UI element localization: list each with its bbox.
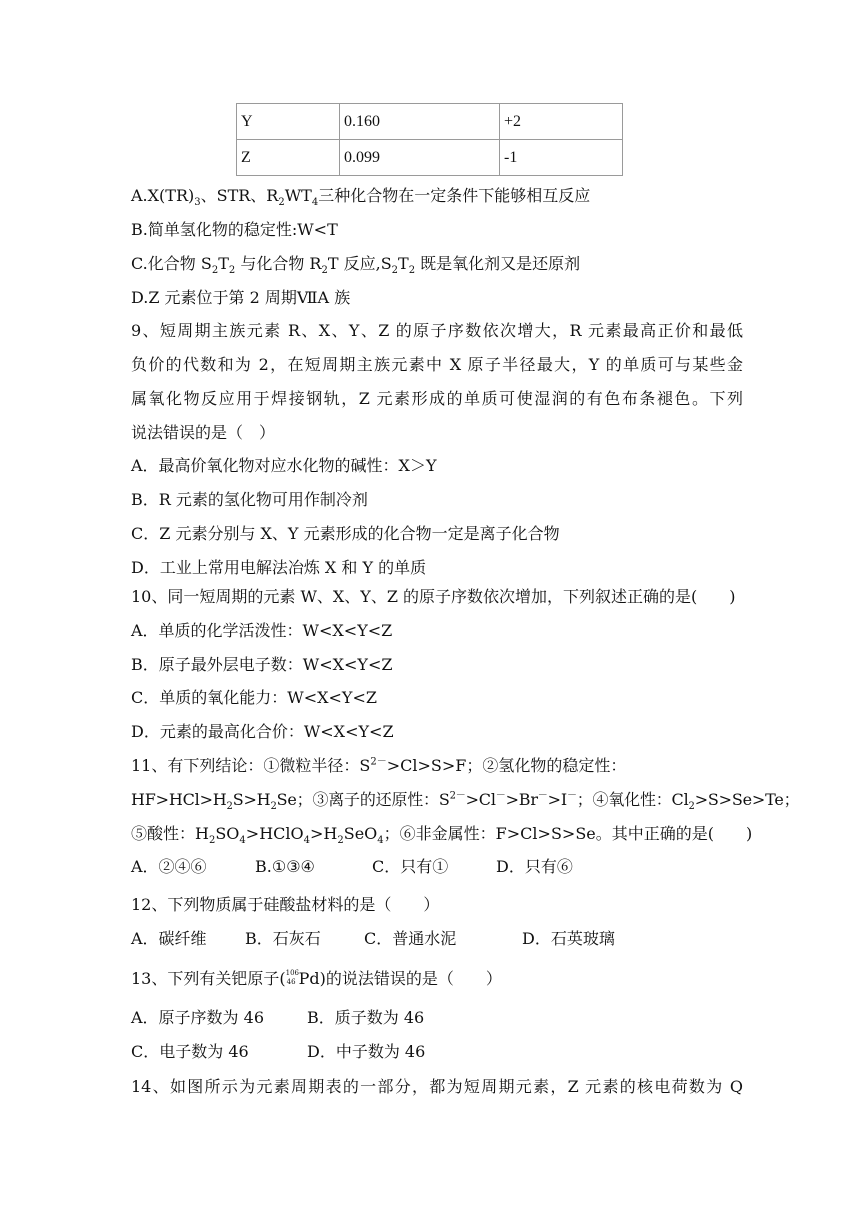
q8-option-a: $A.X(TR)_3$、STR、$R_2WT_4$三种化合物在一定条件下能够相互反应 — [131, 186, 591, 209]
q8-option-c: C.化合物 $S_2T_2$ 与化合物 $R_2T$ 反应$,S_2T_2$ 既是氧化剂又是还原剂 — [131, 254, 581, 277]
table-cell: 0.099 — [340, 140, 500, 176]
q8-option-d: D.Z 元素位于第 2 周期ⅦA 族 — [131, 288, 351, 307]
q13-option-d: D．中子数为 46 — [307, 1042, 426, 1061]
q9-option-c: C．Z 元素分别与 X、Y 元素形成的化合物一定是离子化合物 — [131, 524, 560, 543]
q12-option-a: A．碳纤维 — [131, 929, 207, 948]
q8-option-b: B.简单氢化物的稳定性:W<T — [131, 220, 338, 239]
table-cell: -1 — [500, 140, 623, 176]
q12-option-c: C．普通水泥 — [364, 929, 457, 948]
q9-stem-line: 9、短周期主族元素 R、X、Y、Z 的原子序数依次增大，R 元素最高正价和最低 — [131, 321, 743, 340]
q13-option-b: B．质子数为 46 — [307, 1008, 425, 1027]
q13-options-row — [131, 1041, 743, 1063]
q11-options — [131, 856, 743, 878]
q13-options-row — [131, 1007, 743, 1029]
q12-option-d: D．石英玻璃 — [522, 929, 615, 948]
q13-option-c: C．电子数为 46 — [131, 1042, 249, 1061]
table-cell: Y — [237, 104, 340, 140]
q12-option-b: B．石灰石 — [245, 929, 321, 948]
q11-option-a: A．②④⑥ — [131, 857, 207, 876]
q14-stem-line: 14、如图所示为元素周期表的一部分，都为短周期元素，Z 元素的核电荷数为 Q — [131, 1077, 743, 1096]
q12-stem: 12、下列物质属于硅酸盐材料的是（ ） — [131, 895, 440, 914]
q13-option-a: A．原子序数为 46 — [131, 1008, 265, 1027]
q13-stem: 13、下列有关钯原子( 106 46 Pd)的说法错误的是（ ） — [131, 969, 502, 988]
q11-option-d: D．只有⑥ — [496, 857, 573, 876]
q11-stem-line: 11、有下列结论：①微粒半径：$S^{2-}>Cl>S>F$；②氢化物的稳定性： — [131, 756, 627, 775]
palladium-isotope: 106 46 — [285, 969, 299, 986]
table-cell: Z — [237, 140, 340, 176]
q11-stem-line: $HF>HCl>H_2S>H_2Se$；③离子的还原性：$S^{2-}>Cl^->Br^->I^-$；④氧化性：$Cl_2>S>Se>Te$； — [131, 790, 800, 813]
q10-stem: 10、同一短周期的元素 W、X、Y、Z 的原子序数依次增加，下列叙述正确的是( ) — [131, 587, 736, 606]
q9-stem-line: 属氧化物反应用于焊接钢轨，Z 元素形成的单质可使湿润的有色布条褪色。下列 — [131, 389, 743, 408]
element-data-table — [236, 103, 623, 176]
q11-stem-line: ⑤酸性：$H_2SO_4>HClO_4>H_2SeO_4$；⑥非金属性：F>Cl>S>Se。其中正确的是( ) — [131, 824, 753, 847]
q10-option-b: B．原子最外层电子数：W<X<Y<Z — [131, 655, 393, 674]
q12-options — [131, 928, 743, 950]
q9-option-a: A．最高价氧化物对应水化物的碱性：X＞Y — [131, 456, 437, 475]
q10-option-c: C．单质的氧化能力：W<X<Y<Z — [131, 688, 377, 707]
q10-option-d: D．元素的最高化合价：W<X<Y<Z — [131, 722, 394, 741]
table-cell: +2 — [500, 104, 623, 140]
table-row — [237, 140, 623, 176]
q10-option-a: A．单质的化学活泼性：W<X<Y<Z — [131, 621, 393, 640]
q9-stem-line: 说法错误的是（ ） — [131, 423, 276, 442]
table-row — [237, 104, 623, 140]
q9-option-d: D．工业上常用电解法冶炼 X 和 Y 的单质 — [131, 558, 427, 577]
q9-stem-line: 负价的代数和为 2，在短周期主族元素中 X 原子半径最大，Y 的单质可与某些金 — [131, 355, 743, 374]
q11-option-b: B.①③④ — [255, 857, 315, 876]
table-cell: 0.160 — [340, 104, 500, 140]
q9-option-b: B．R 元素的氢化物可用作制冷剂 — [131, 490, 368, 509]
q11-option-c: C．只有① — [372, 857, 449, 876]
